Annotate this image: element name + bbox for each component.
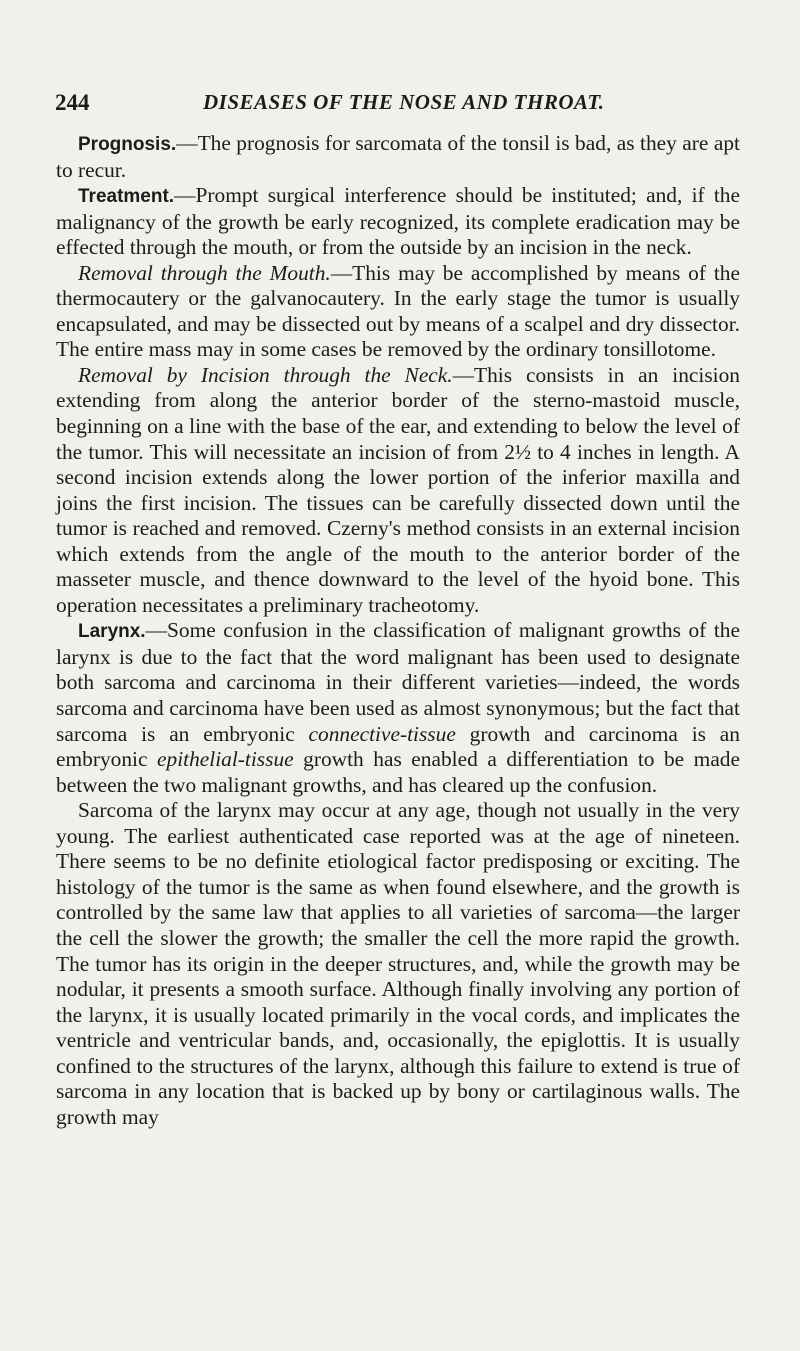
body-text	[56, 131, 740, 1130]
page-header	[55, 90, 740, 120]
paragraph-removal-mouth	[56, 261, 740, 363]
heading-removal-neck: Removal by Incision through the Neck.	[78, 362, 453, 387]
heading-treatment: Treatment.	[78, 186, 175, 208]
paragraph-text: —This may be accomplished by means of the thermocautery or the galvanocautery. In the early stage the tumor is usually encapsulated, and may be dissected out by means of a scalpel and dry dissector. The entire mass may in some cases be removed by the ordinary tonsillotome.	[56, 260, 740, 362]
paragraph-prognosis	[56, 131, 740, 183]
paragraph-text: —The prognosis for sarcomata of the tonsil is bad, as they are apt to recur.	[56, 131, 740, 182]
emphasis-term: epithelial-tissue	[157, 747, 294, 772]
paragraph-removal-neck	[56, 363, 740, 618]
paragraph-larynx	[56, 618, 740, 798]
paragraph-text: —Some confusion in the classification of malignant growths of the larynx is due to the fact that the word malignant has been used to designate both sarcoma and carcinoma in their different varieties—indeed, the words sarcoma and carcinoma have been used as almost synonymous; but the fact that sarcoma is an embryonic	[56, 618, 740, 746]
paragraph-text: Sarcoma of the larynx may occur at any age, though not usually in the very young. The earliest authenticated case reported was at the age of nineteen. There seems to be no definite etiological factor predisposing or exciting. The histology of the tumor is the same as when found elsewhere, and the growth is controlled by the same law that applies to all varieties of sarcoma—the larger the cell the slower the growth; the smaller the cell the more rapid the growth. The tumor has its origin in the deeper structures, and, while the growth may be nodular, it presents a smooth surface. Although finally involving any portion of the larynx, it is usually located primarily in the vocal cords, and implicates the ventricle and ventricular bands, and, occasionally, the epiglottis. It is usually confined to the structures of the larynx, although this failure to extend is true of sarcoma in any location that is backed up by bony or cartilaginous walls. The growth may	[56, 798, 740, 1129]
heading-larynx: Larynx.	[78, 621, 146, 643]
heading-removal-mouth: Removal through the Mouth.	[78, 260, 331, 285]
paragraph-text: growth has enabled a differentiation to be made between the two malignant growths, and has cleared up the confusion.	[56, 747, 741, 797]
emphasis-term: connective-tissue	[308, 721, 456, 746]
paragraph-sarcoma	[56, 798, 740, 1130]
heading-prognosis: Prognosis.	[78, 134, 177, 155]
paragraph-text: —Prompt surgical interference should be instituted; and, if the malignancy of the growth be early recognized, its complete eradication may be effected through the mouth, or from the outside by an incision in the neck.	[56, 183, 740, 260]
running-head: DISEASES OF THE NOSE AND THROAT.	[203, 90, 605, 114]
paragraph-treatment	[56, 183, 740, 261]
page-number: 244	[55, 90, 90, 115]
paragraph-text: —This consists in an incision extending from along the anterior border of the sterno-mastoid muscle, beginning on a line with the base of the ear, and extending to below the level of the tumor. This will necessitate an incision of from 2½ to 4 inches in length. A second incision extends along the lower portion of the inferior maxilla and joins the first incision. The tissues can be carefully dissected down until the tumor is reached and removed. Czerny's method consists in an external incision which extends from the angle of the mouth to the anterior border of the masseter muscle, and thence downward to the level of the hyoid bone. This operation necessitates a preliminary tracheotomy.	[56, 362, 741, 617]
paragraph-text: growth and carcinoma is an embryonic	[56, 721, 740, 772]
